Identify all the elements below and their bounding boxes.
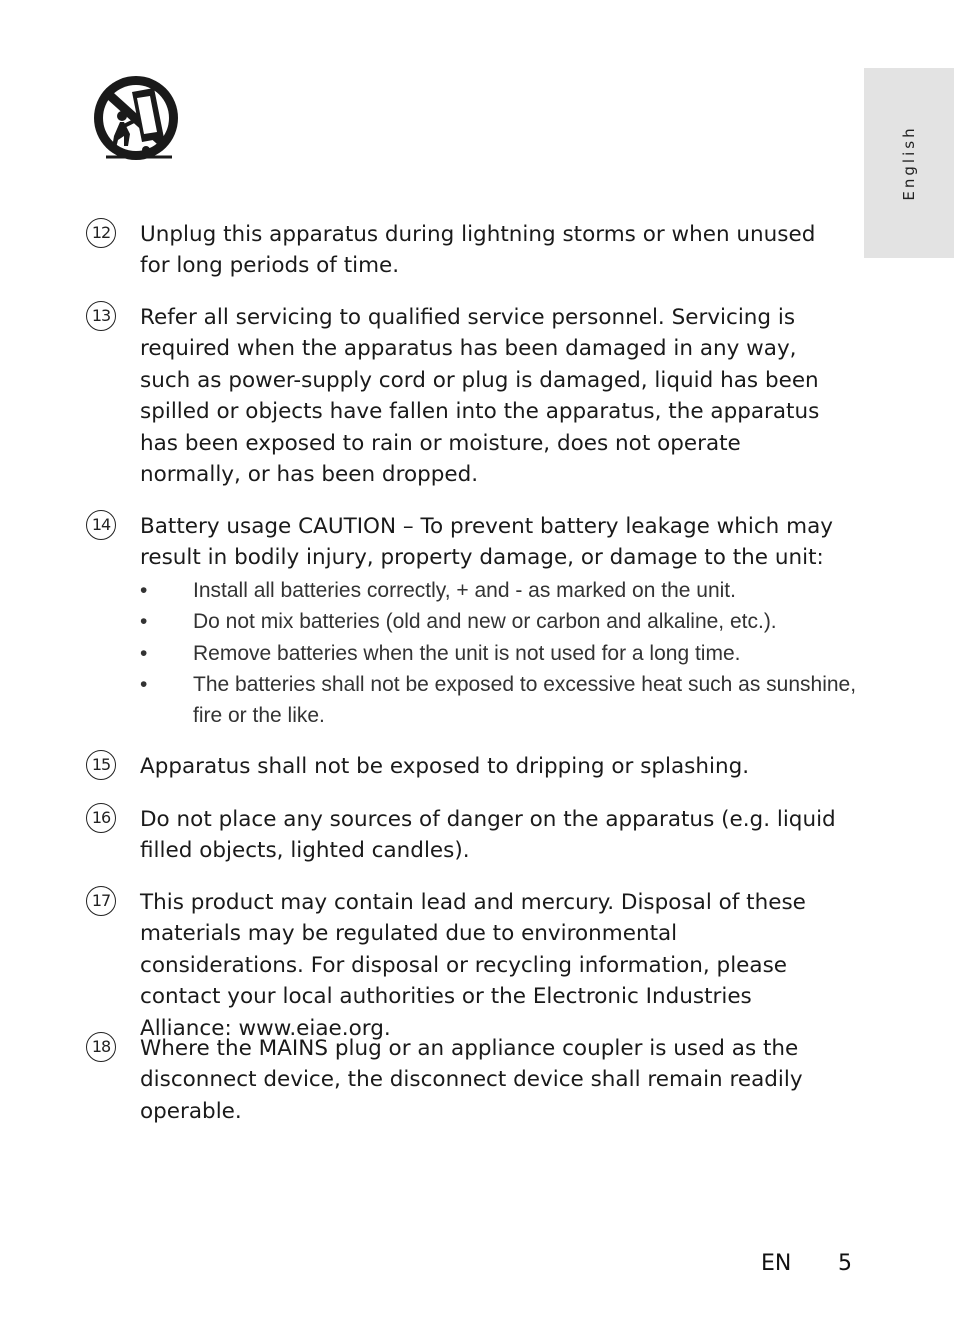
language-tab	[864, 68, 954, 258]
item-number-badge: 14	[86, 510, 116, 540]
page-number: 5	[838, 1251, 852, 1276]
safety-item-14	[86, 511, 856, 732]
bullet-glyph: •	[140, 641, 148, 665]
item-text: Refer all servicing to qualified service personnel. Servicing is required when the apparatus has been damaged in any way, such as power-supply cord or plug is damaged, liquid has been spilled or objects have fallen into the apparatus, the apparatus has been exposed to rain or moisture, does not operate normally, or has been dropped.	[140, 305, 820, 488]
list-item: • Install all batteries correctly, + and - as marked on the unit.	[140, 575, 860, 606]
item-number-badge: 13	[86, 301, 116, 331]
cart-tip-over-warning-icon	[92, 74, 182, 164]
item-text: Apparatus shall not be exposed to dripping or splashing.	[140, 754, 750, 779]
item-text: This product may contain lead and mercury. Disposal of these materials may be regulated due to environmental considerations. For disposal or recycling information, please contact your local authorities or the Electronic Industries Alliance: www.eiae.org.	[140, 890, 806, 1041]
safety-item-17	[86, 887, 856, 1044]
language-tab-label: English	[900, 125, 918, 201]
item-number-badge: 16	[86, 803, 116, 833]
item-text: Where the MAINS plug or an appliance coupler is used as the disconnect device, the disconnect device shall remain readily operable.	[140, 1036, 803, 1124]
list-item: • The batteries shall not be exposed to excessive heat such as sunshine, fire or the like.	[140, 669, 860, 732]
bullet-glyph: •	[140, 610, 148, 634]
item-text: Unplug this apparatus during lightning storms or when unused for long periods of time.	[140, 222, 816, 279]
safety-item-18	[86, 1033, 856, 1127]
item-text: Do not place any sources of danger on the apparatus (e.g. liquid filled objects, lighted candles).	[140, 807, 836, 864]
battery-bullet-list	[140, 575, 860, 732]
bullet-glyph: •	[140, 578, 148, 602]
safety-item-15	[86, 751, 856, 782]
item-number-badge: 17	[86, 886, 116, 916]
safety-item-16	[86, 804, 856, 867]
safety-item-13	[86, 302, 856, 490]
item-number-badge: 15	[86, 750, 116, 780]
list-item: • Remove batteries when the unit is not used for a long time.	[140, 638, 860, 669]
item-number-badge: 18	[86, 1032, 116, 1062]
bullet-glyph: •	[140, 673, 148, 697]
safety-item-12	[86, 219, 856, 282]
list-item: • Do not mix batteries (old and new or carbon and alkaline, etc.).	[140, 606, 860, 637]
item-text: Battery usage CAUTION – To prevent battery leakage which may result in bodily injury, property damage, or damage to the unit:	[140, 514, 833, 571]
footer-language-code: EN	[761, 1251, 792, 1276]
item-number-badge: 12	[86, 218, 116, 248]
